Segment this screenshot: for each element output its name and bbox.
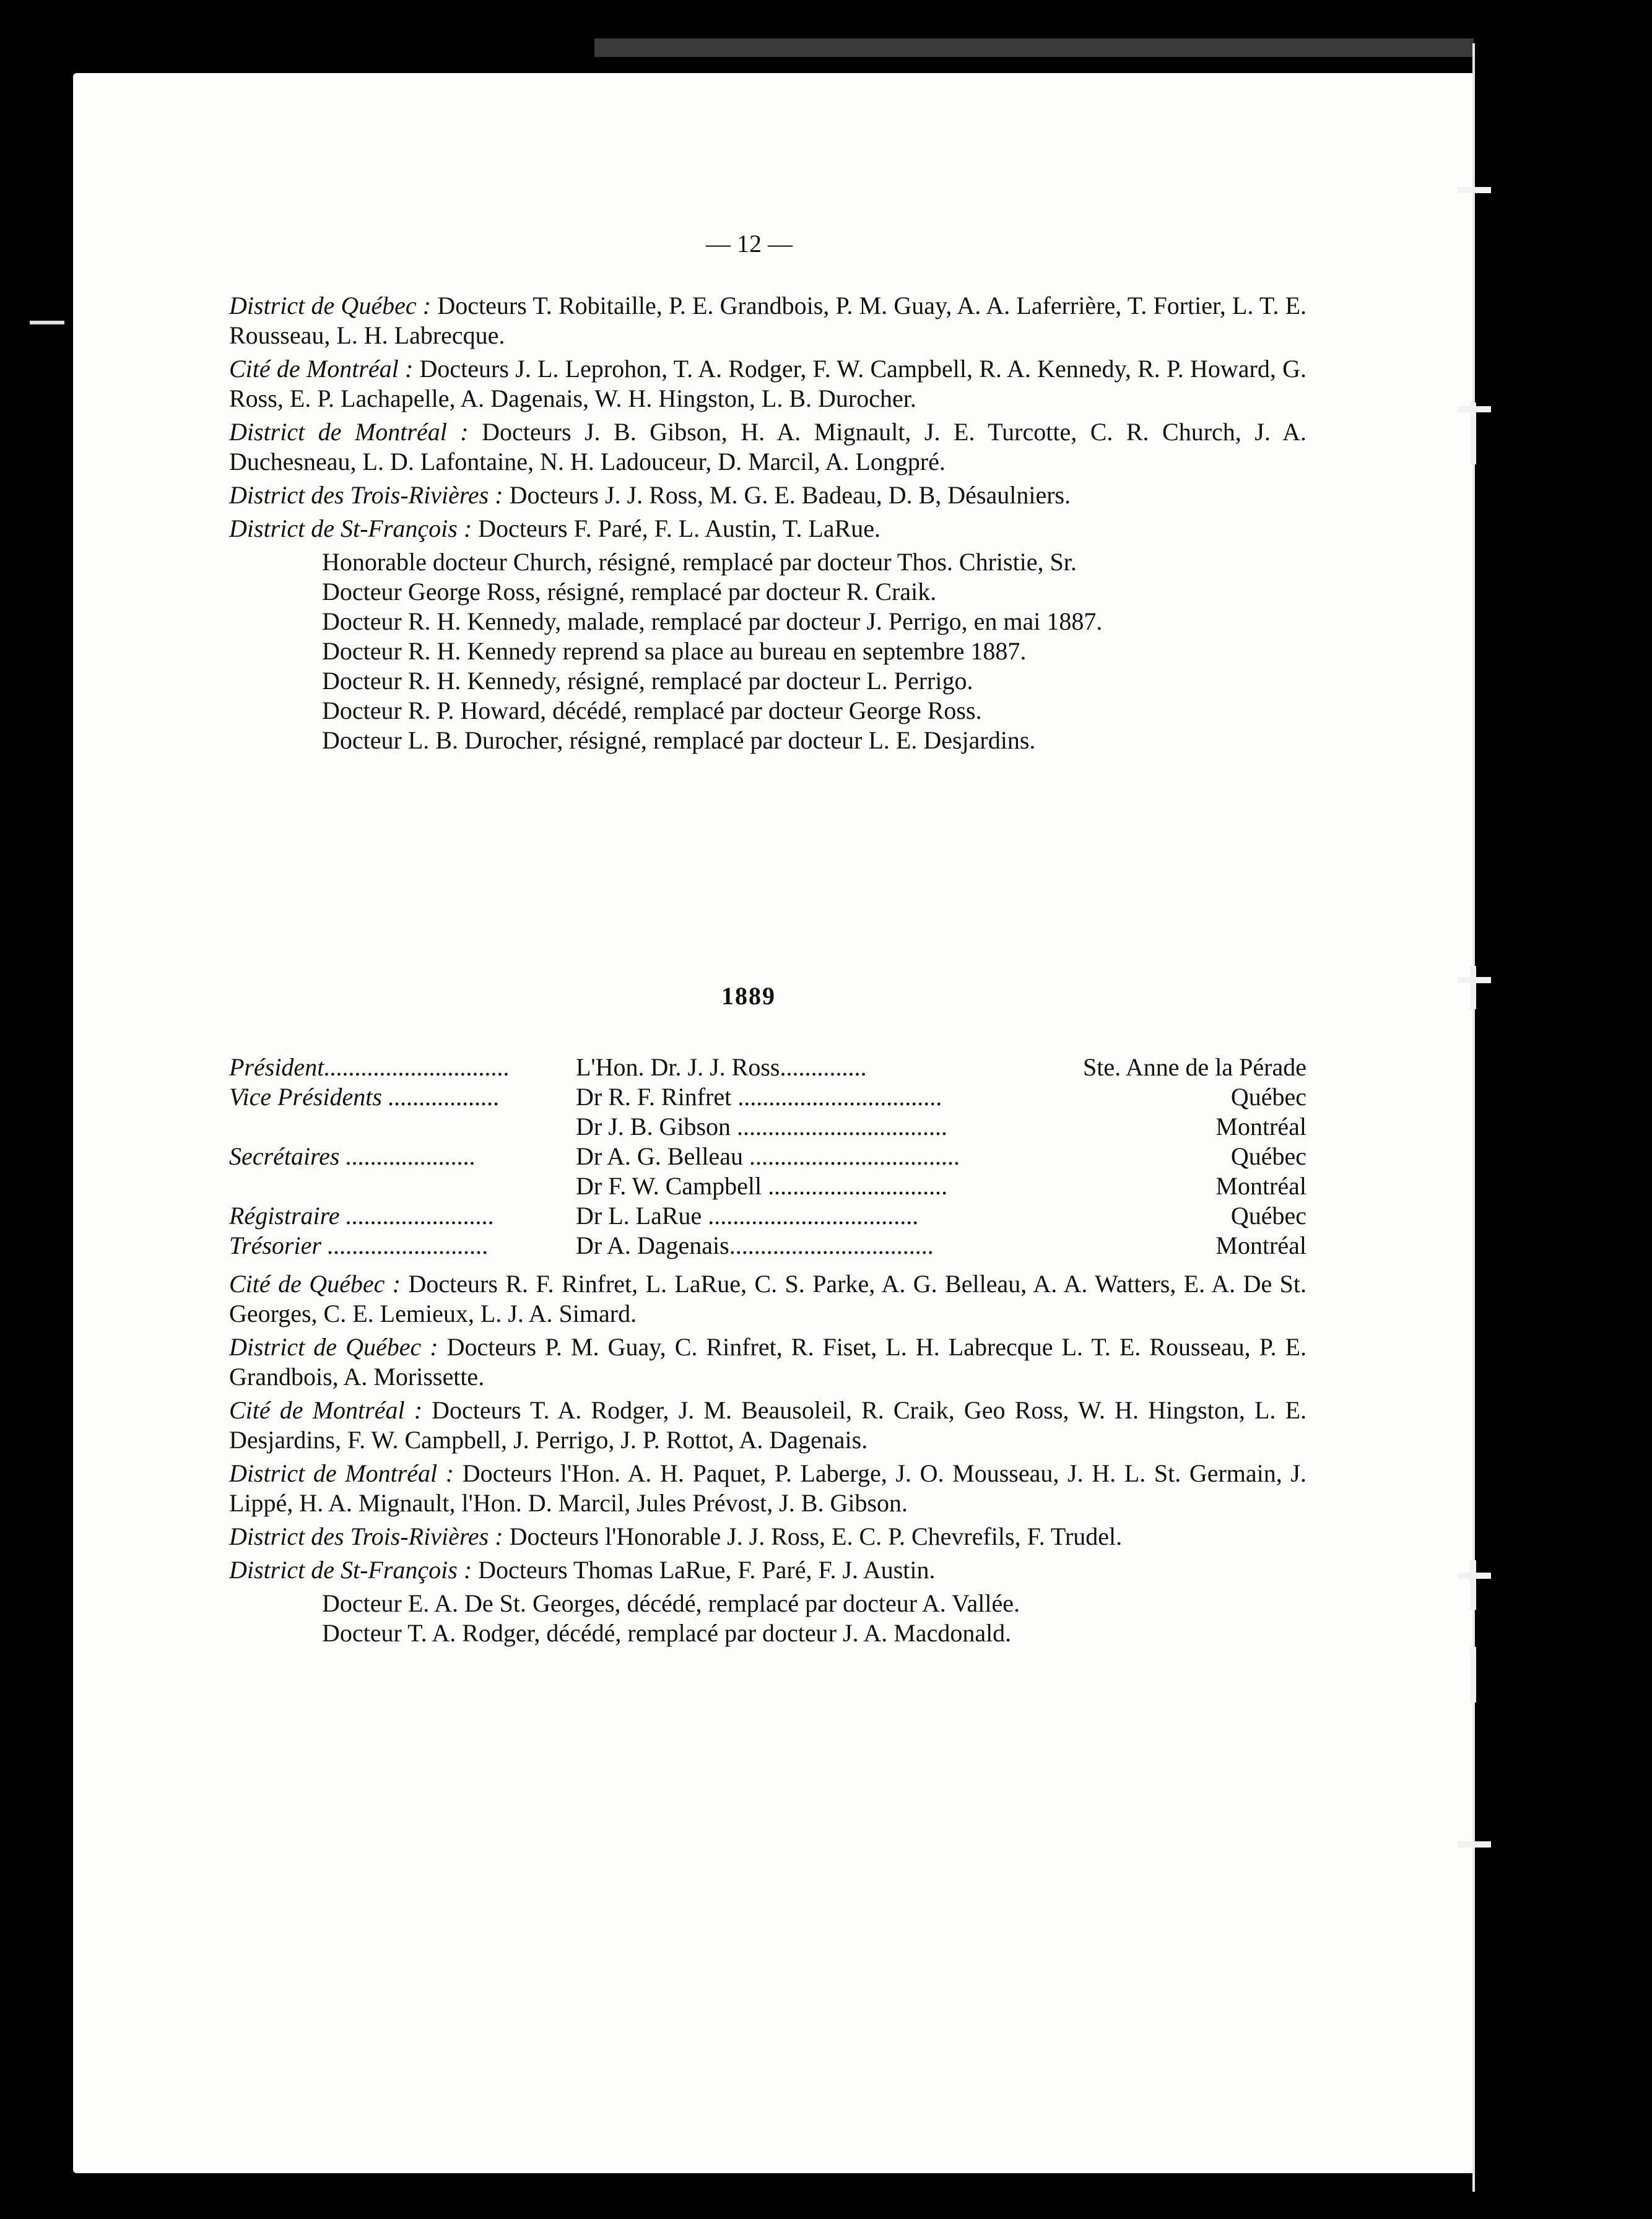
district-label: District de St-François :	[229, 515, 472, 542]
officer-row	[229, 1201, 1306, 1231]
officer-row	[229, 1112, 1306, 1142]
officer-name: L'Hon. Dr. J. J. Ross..............	[576, 1053, 867, 1081]
officer-name: Dr J. B. Gibson ..................................	[576, 1113, 948, 1140]
officer-city: Montréal	[1215, 1231, 1306, 1259]
replacement-note: Docteur E. A. De St. Georges, décédé, remplacé par docteur A. Vallée.	[322, 1589, 1020, 1617]
officer-row	[229, 1231, 1306, 1261]
officer-row	[229, 1142, 1306, 1171]
registration-mark	[1458, 187, 1491, 193]
replacement-note: Docteur R. H. Kennedy, résigné, remplacé par docteur L. Perrigo.	[322, 667, 973, 695]
district-label: District des Trois-Rivières :	[229, 481, 503, 509]
officer-city: Ste. Anne de la Pérade	[1083, 1053, 1306, 1081]
page-number: — 12 —	[706, 230, 793, 258]
officer-row	[229, 1082, 1306, 1112]
officer-city: Québec	[1230, 1202, 1306, 1230]
officers-table	[229, 1053, 1306, 1261]
registration-mark	[1470, 1647, 1476, 1703]
district-entry	[229, 291, 1306, 350]
officer-row	[229, 1053, 1306, 1082]
replacement-note: Docteur T. A. Rodger, décédé, remplacé par docteur J. A. Macdonald.	[322, 1619, 1012, 1647]
district-members: Docteurs F. Paré, F. L. Austin, T. LaRue.	[478, 515, 880, 542]
district-label: District de Québec :	[229, 292, 432, 319]
district-members: Docteurs T. A. Rodger, J. M. Beausoleil, R. Craik, Geo Ross, W. H. Hingston, L. E. Desjardins, F. W. Campbell, J. Perrigo, J. P. Rottot, A. Dagenais.	[229, 1396, 1306, 1454]
district-label: Cité de Québec :	[229, 1270, 401, 1298]
officer-city: Québec	[1230, 1083, 1306, 1111]
officer-name: Dr L. LaRue ..................................	[576, 1202, 919, 1230]
officer-role: Régistraire ........................	[229, 1202, 495, 1230]
district-entry	[229, 417, 1306, 477]
officers-list	[229, 1053, 1306, 1261]
district-entry	[229, 480, 1306, 510]
district-entry	[229, 1396, 1306, 1455]
district-entry	[229, 1269, 1306, 1329]
district-entry	[229, 1459, 1306, 1518]
officer-role: Trésorier ..........................	[229, 1231, 489, 1259]
district-members: Docteurs l'Hon. A. H. Paquet, P. Laberge, J. O. Mousseau, J. H. L. St. Germain, J. Lippé, H. A. Mignault, l'Hon. D. Marcil, Jules Prévost, J. B. Gibson.	[229, 1459, 1307, 1517]
district-entry	[229, 1332, 1306, 1392]
district-entry	[229, 1555, 1306, 1585]
officer-role	[229, 1171, 576, 1201]
year-heading: 1889	[721, 982, 776, 1010]
officer-role	[229, 1112, 576, 1142]
district-label: District de St-François :	[229, 1556, 472, 1584]
district-members: Docteurs T. Robitaille, P. E. Grandbois, P. M. Guay, A. A. Laferrière, T. Fortier, L. T. E. Rousseau, L. H. Labrecque.	[229, 292, 1307, 349]
replacement-note: Docteur R. H. Kennedy, malade, remplacé par docteur J. Perrigo, en mai 1887.	[322, 607, 1103, 635]
district-members: Docteurs J. J. Ross, M. G. E. Badeau, D. B, Désaulniers.	[509, 481, 1071, 509]
replacement-note: Docteur George Ross, résigné, remplacé par docteur R. Craik.	[322, 578, 937, 606]
officer-role: Vice Présidents ..................	[229, 1083, 500, 1111]
replacement-note: Honorable docteur Church, résigné, remplacé par docteur Thos. Christie, Sr.	[322, 548, 1077, 576]
replacement-note: Docteur R. H. Kennedy reprend sa place au bureau en septembre 1887.	[322, 637, 1027, 665]
registration-mark	[1470, 966, 1476, 1009]
district-members: Docteurs J. L. Leprohon, T. A. Rodger, F. W. Campbell, R. A. Kennedy, R. P. Howard, G. Ross, E. P. Lachapelle, A. Dagenais, W. H. Hingston, L. B. Durocher.	[229, 355, 1306, 412]
scan-right-edge	[1472, 43, 1475, 2192]
officer-role: Secrétaires .....................	[229, 1142, 476, 1170]
section-1888-board	[229, 291, 1306, 755]
district-label: District des Trois-Rivières :	[229, 1522, 503, 1550]
officer-city: Montréal	[1215, 1113, 1306, 1140]
replacement-note: Docteur L. B. Durocher, résigné, remplacé par docteur L. E. Desjardins.	[322, 726, 1036, 754]
scan-top-edge	[594, 38, 1474, 57]
officer-name: Dr F. W. Campbell .............................	[576, 1172, 948, 1200]
officer-name: Dr A. Dagenais.................................	[576, 1231, 934, 1259]
district-members: Docteurs Thomas LaRue, F. Paré, F. J. Austin.	[478, 1556, 936, 1584]
district-label: Cité de Montréal :	[229, 1396, 423, 1424]
officer-name: Dr R. F. Rinfret .................................	[576, 1083, 942, 1111]
district-members: Docteurs l'Honorable J. J. Ross, E. C. P. Chevrefils, F. Trudel.	[509, 1522, 1123, 1550]
section-1889-board	[229, 1269, 1306, 1648]
district-members: Docteurs P. M. Guay, C. Rinfret, R. Fiset, L. H. Labrecque L. T. E. Rousseau, P. E. Grandbois, A. Morissette.	[229, 1333, 1307, 1391]
district-entry	[229, 514, 1306, 544]
officer-role: Président..............................	[229, 1053, 510, 1081]
registration-mark	[1470, 402, 1476, 464]
district-members: Docteurs J. B. Gibson, H. A. Mignault, J. E. Turcotte, C. R. Church, J. A. Duchesneau, L. D. Lafontaine, N. H. Ladouceur, D. Marcil, A. Longpré.	[229, 418, 1307, 476]
district-label: District de Montréal :	[229, 1459, 454, 1487]
officer-city: Montréal	[1215, 1172, 1306, 1200]
registration-mark	[1458, 1841, 1491, 1848]
district-entry	[229, 354, 1306, 414]
district-label: District de Montréal :	[229, 418, 469, 446]
district-members: Docteurs R. F. Rinfret, L. LaRue, C. S. Parke, A. G. Belleau, A. A. Watters, E. A. De St. Georges, C. E. Lemieux, L. J. A. Simard.	[229, 1270, 1306, 1327]
officer-city: Québec	[1230, 1142, 1306, 1170]
officer-name: Dr A. G. Belleau ..................................	[576, 1142, 960, 1170]
scan-left-mark	[30, 321, 64, 324]
registration-mark	[1470, 1560, 1476, 1610]
district-label: District de Québec :	[229, 1333, 438, 1361]
replacement-note: Docteur R. P. Howard, décédé, remplacé par docteur George Ross.	[322, 697, 982, 724]
district-entry	[229, 1522, 1306, 1552]
district-label: Cité de Montréal :	[229, 355, 414, 383]
officer-row	[229, 1171, 1306, 1201]
